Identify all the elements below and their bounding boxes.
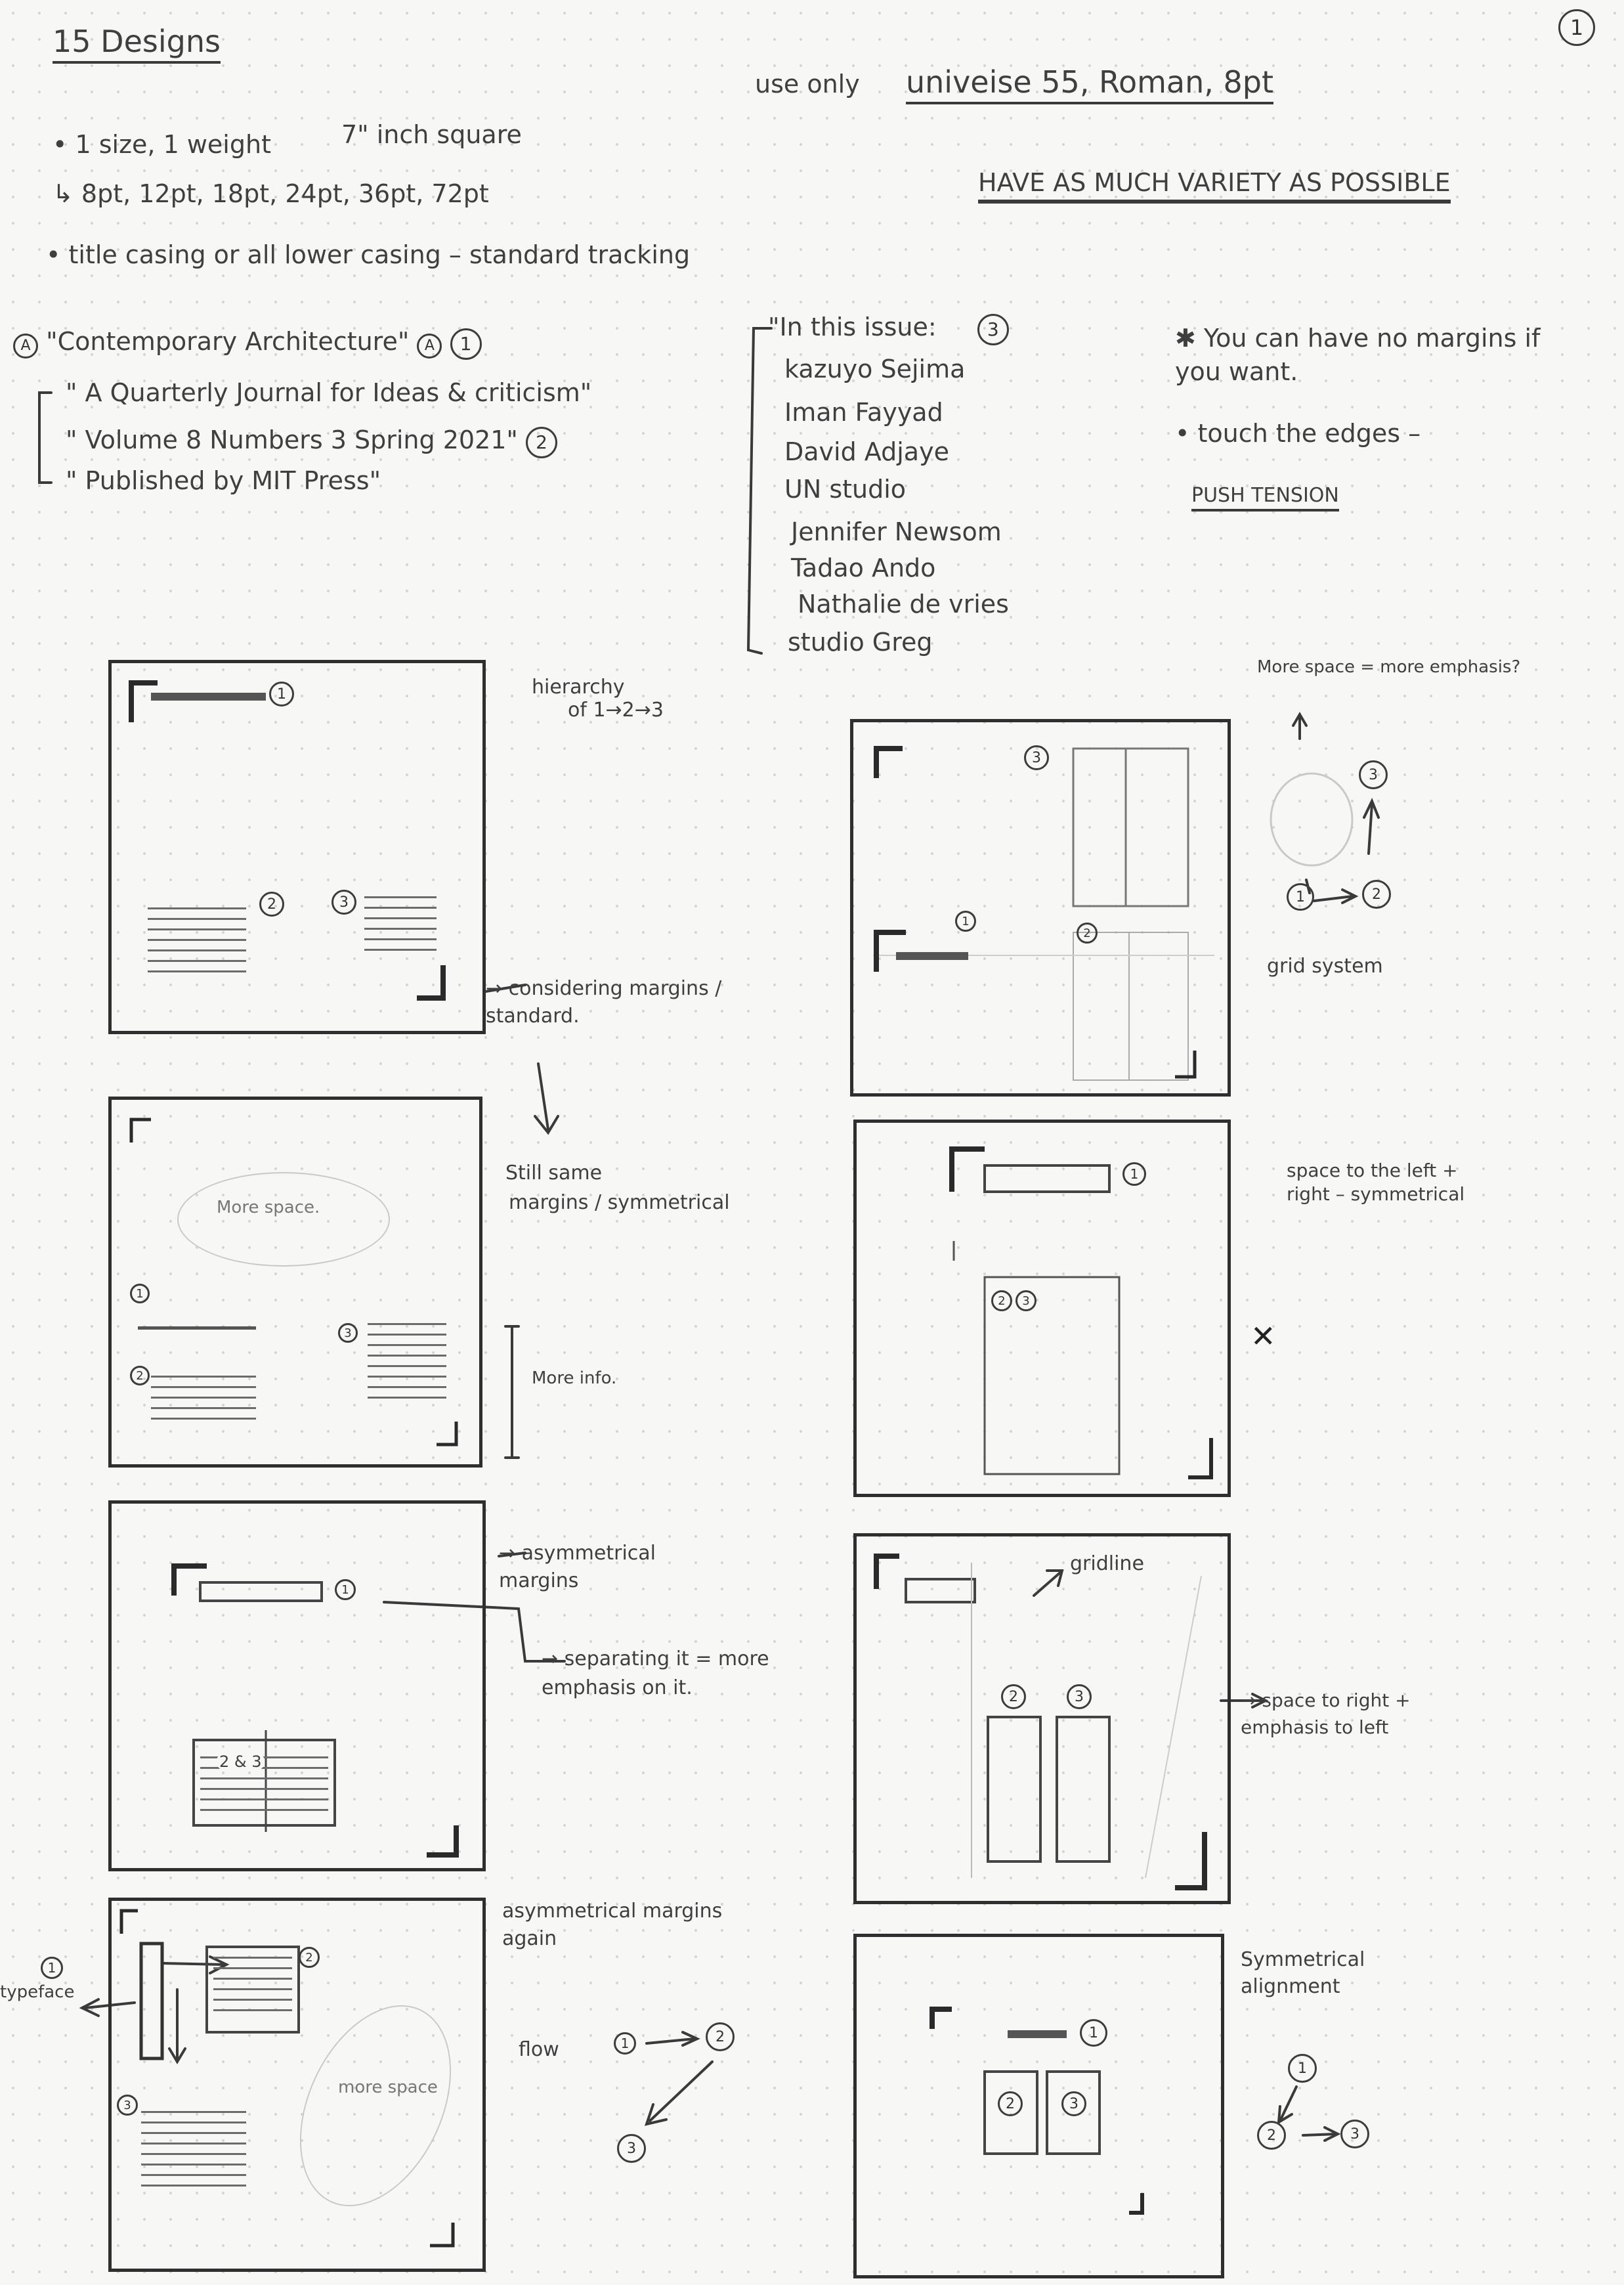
- sketch-r1-num-1: 1: [955, 911, 976, 932]
- item-2-number: 2: [526, 427, 557, 458]
- font-name: univeise 55, Roman, 8pt: [906, 66, 1273, 104]
- sketch-4-num-3: 3: [117, 2095, 138, 2116]
- issue-title-text: "In this issue:: [768, 313, 937, 341]
- sketch-2-num-3: 3: [338, 1323, 358, 1343]
- content-item-2c: " Published by MIT Press": [66, 466, 381, 495]
- issue-name: Jennifer Newsom: [791, 517, 1002, 546]
- issue-name: Tadao Ando: [791, 554, 936, 582]
- issue-name: Nathalie de vries: [798, 590, 1009, 619]
- typeface-num-1: 1: [41, 1957, 63, 1979]
- grid-num-1: 1: [1287, 883, 1314, 911]
- note-considering: → considering margins / standard.: [486, 977, 722, 1028]
- layout-sketch-2: [108, 1097, 482, 1468]
- sketch-r1-num-2: 2: [1077, 923, 1098, 944]
- sketch-2-space-ellipse: [177, 1172, 390, 1267]
- page-number: 1: [1558, 9, 1595, 46]
- content-item-2a: " A Quarterly Journal for Ideas & criticism": [66, 378, 592, 407]
- note-hierarchy: hierarchy: [532, 676, 625, 699]
- layout-sketch-r3: [853, 1533, 1231, 1904]
- item-1-text: "Contemporary Architecture": [46, 327, 410, 356]
- item-2b-text: " Volume 8 Numbers 3 Spring 2021": [66, 425, 518, 454]
- issue-name: UN studio: [784, 475, 907, 504]
- layout-sketch-4: [108, 1898, 486, 2272]
- note-asym-again: asymmetrical margins again: [502, 1900, 723, 1950]
- font-rule-label: use only: [755, 70, 860, 98]
- sketch-2-text-block-a: [151, 1376, 256, 1428]
- item-1-number: 1: [450, 328, 482, 360]
- note-still-same: Still same: [505, 1162, 603, 1185]
- sketch-4-more-space: more space: [338, 2078, 438, 2097]
- sketch-2-more-space: More space.: [217, 1198, 320, 1217]
- variety-note: HAVE AS MUCH VARIETY AS POSSIBLE: [978, 169, 1451, 204]
- note-separating: → separating it = more emphasis on it.: [542, 1647, 769, 1699]
- sketch-r4-marks: [857, 1937, 1221, 2275]
- issue-name: David Adjaye: [784, 437, 949, 466]
- note-more-space-q: More space = more emphasis?: [1257, 657, 1521, 677]
- layout-sketch-r2: [853, 1120, 1231, 1497]
- sketch-r1-marks: [853, 722, 1228, 1093]
- note-typeface: typeface: [0, 1982, 75, 2002]
- sym-num-2: 2: [1257, 2121, 1286, 2150]
- sketch-r3-num-2: 2: [1001, 1684, 1026, 1709]
- layout-sketch-r4: [853, 1934, 1224, 2278]
- sketch-3-num-1: 1: [335, 1579, 356, 1600]
- sketch-1-text-block-a: [148, 907, 246, 981]
- note-hierarchy-2: of 1→2→3: [568, 699, 664, 722]
- sketch-4-text-block-b: [141, 2111, 246, 2195]
- square-rule: 7" inch square: [341, 120, 522, 149]
- note-asym: → asymmetrical margins: [499, 1542, 656, 1592]
- sketch-4-num-2: 2: [299, 1947, 320, 1968]
- sketch-r4-num-1: 1: [1080, 2019, 1107, 2047]
- grid-num-2: 2: [1362, 880, 1391, 909]
- issue-name: Iman Fayyad: [784, 398, 943, 427]
- flow-num-3: 3: [617, 2134, 646, 2163]
- sketch-2-num-1: 1: [130, 1284, 150, 1303]
- sketch-1-num-3: 3: [331, 890, 356, 915]
- note-sym-align: Symmetrical alignment: [1241, 1948, 1365, 1998]
- label-a-left: A: [13, 334, 38, 359]
- issue-name: kazuyo Sejima: [784, 355, 966, 383]
- sketch-r2-num-1: 1: [1122, 1162, 1146, 1186]
- issue-name: studio Greg: [788, 628, 933, 657]
- note-flow: flow: [519, 2038, 559, 2061]
- tip-tension: PUSH TENSION: [1191, 485, 1339, 511]
- note-gridline: gridline: [1070, 1552, 1144, 1575]
- sketch-2-num-2: 2: [130, 1366, 150, 1385]
- tip-margins: ✱ You can have no margins if you want.: [1175, 324, 1541, 387]
- note-x-mark: ✕: [1250, 1318, 1276, 1354]
- sketch-r4-num-2: 2: [998, 2091, 1023, 2116]
- sketch-1-num-2: 2: [259, 892, 284, 917]
- note-more-info: More info.: [532, 1368, 617, 1388]
- tip-edges: • touch the edges –: [1175, 419, 1421, 448]
- sketch-2-text-block-b: [368, 1323, 446, 1407]
- note-space-lr: space to the left + right – symmetrical: [1287, 1160, 1465, 1206]
- flow-num-1: 1: [614, 2032, 636, 2055]
- sketch-1-text-block-b: [364, 896, 437, 959]
- sketch-4-text-block-a: [213, 1957, 292, 2020]
- sketch-r1-num-3: 3: [1024, 745, 1049, 770]
- sketch-r4-num-3: 3: [1061, 2091, 1086, 2116]
- sym-num-1: 1: [1288, 2054, 1317, 2083]
- page-title: 15 Designs: [53, 25, 221, 64]
- size-rule: • 1 size, 1 weight: [53, 130, 271, 159]
- sketch-r2-num-3: 3: [1015, 1290, 1036, 1311]
- casing-rule: • title casing or all lower casing – standard tracking: [46, 240, 691, 269]
- sym-num-3: 3: [1340, 2120, 1369, 2148]
- sketch-1-num-1: 1: [269, 682, 294, 707]
- layout-sketch-3: [108, 1500, 486, 1871]
- layout-sketch-r1: [850, 719, 1231, 1097]
- item-3-number: 3: [977, 314, 1009, 345]
- note-margins-sym: margins / symmetrical: [509, 1191, 730, 1214]
- sketch-3-num-23: 2 & 3: [217, 1753, 265, 1770]
- sizes-list: ↳ 8pt, 12pt, 18pt, 24pt, 36pt, 72pt: [53, 179, 489, 208]
- note-space-right: → space to right + emphasis to left: [1241, 1689, 1411, 1738]
- label-a-right: A: [417, 334, 442, 359]
- layout-sketch-1: [108, 660, 486, 1034]
- flow-num-2: 2: [706, 2022, 735, 2051]
- sketch-r3-num-3: 3: [1067, 1684, 1092, 1709]
- sketch-r2-marks: [857, 1123, 1228, 1494]
- sketch-r3-marks: [857, 1536, 1228, 1901]
- sketch-r2-num-2: 2: [991, 1290, 1012, 1311]
- grid-num-3: 3: [1359, 760, 1388, 789]
- note-grid-system: grid system: [1267, 955, 1383, 978]
